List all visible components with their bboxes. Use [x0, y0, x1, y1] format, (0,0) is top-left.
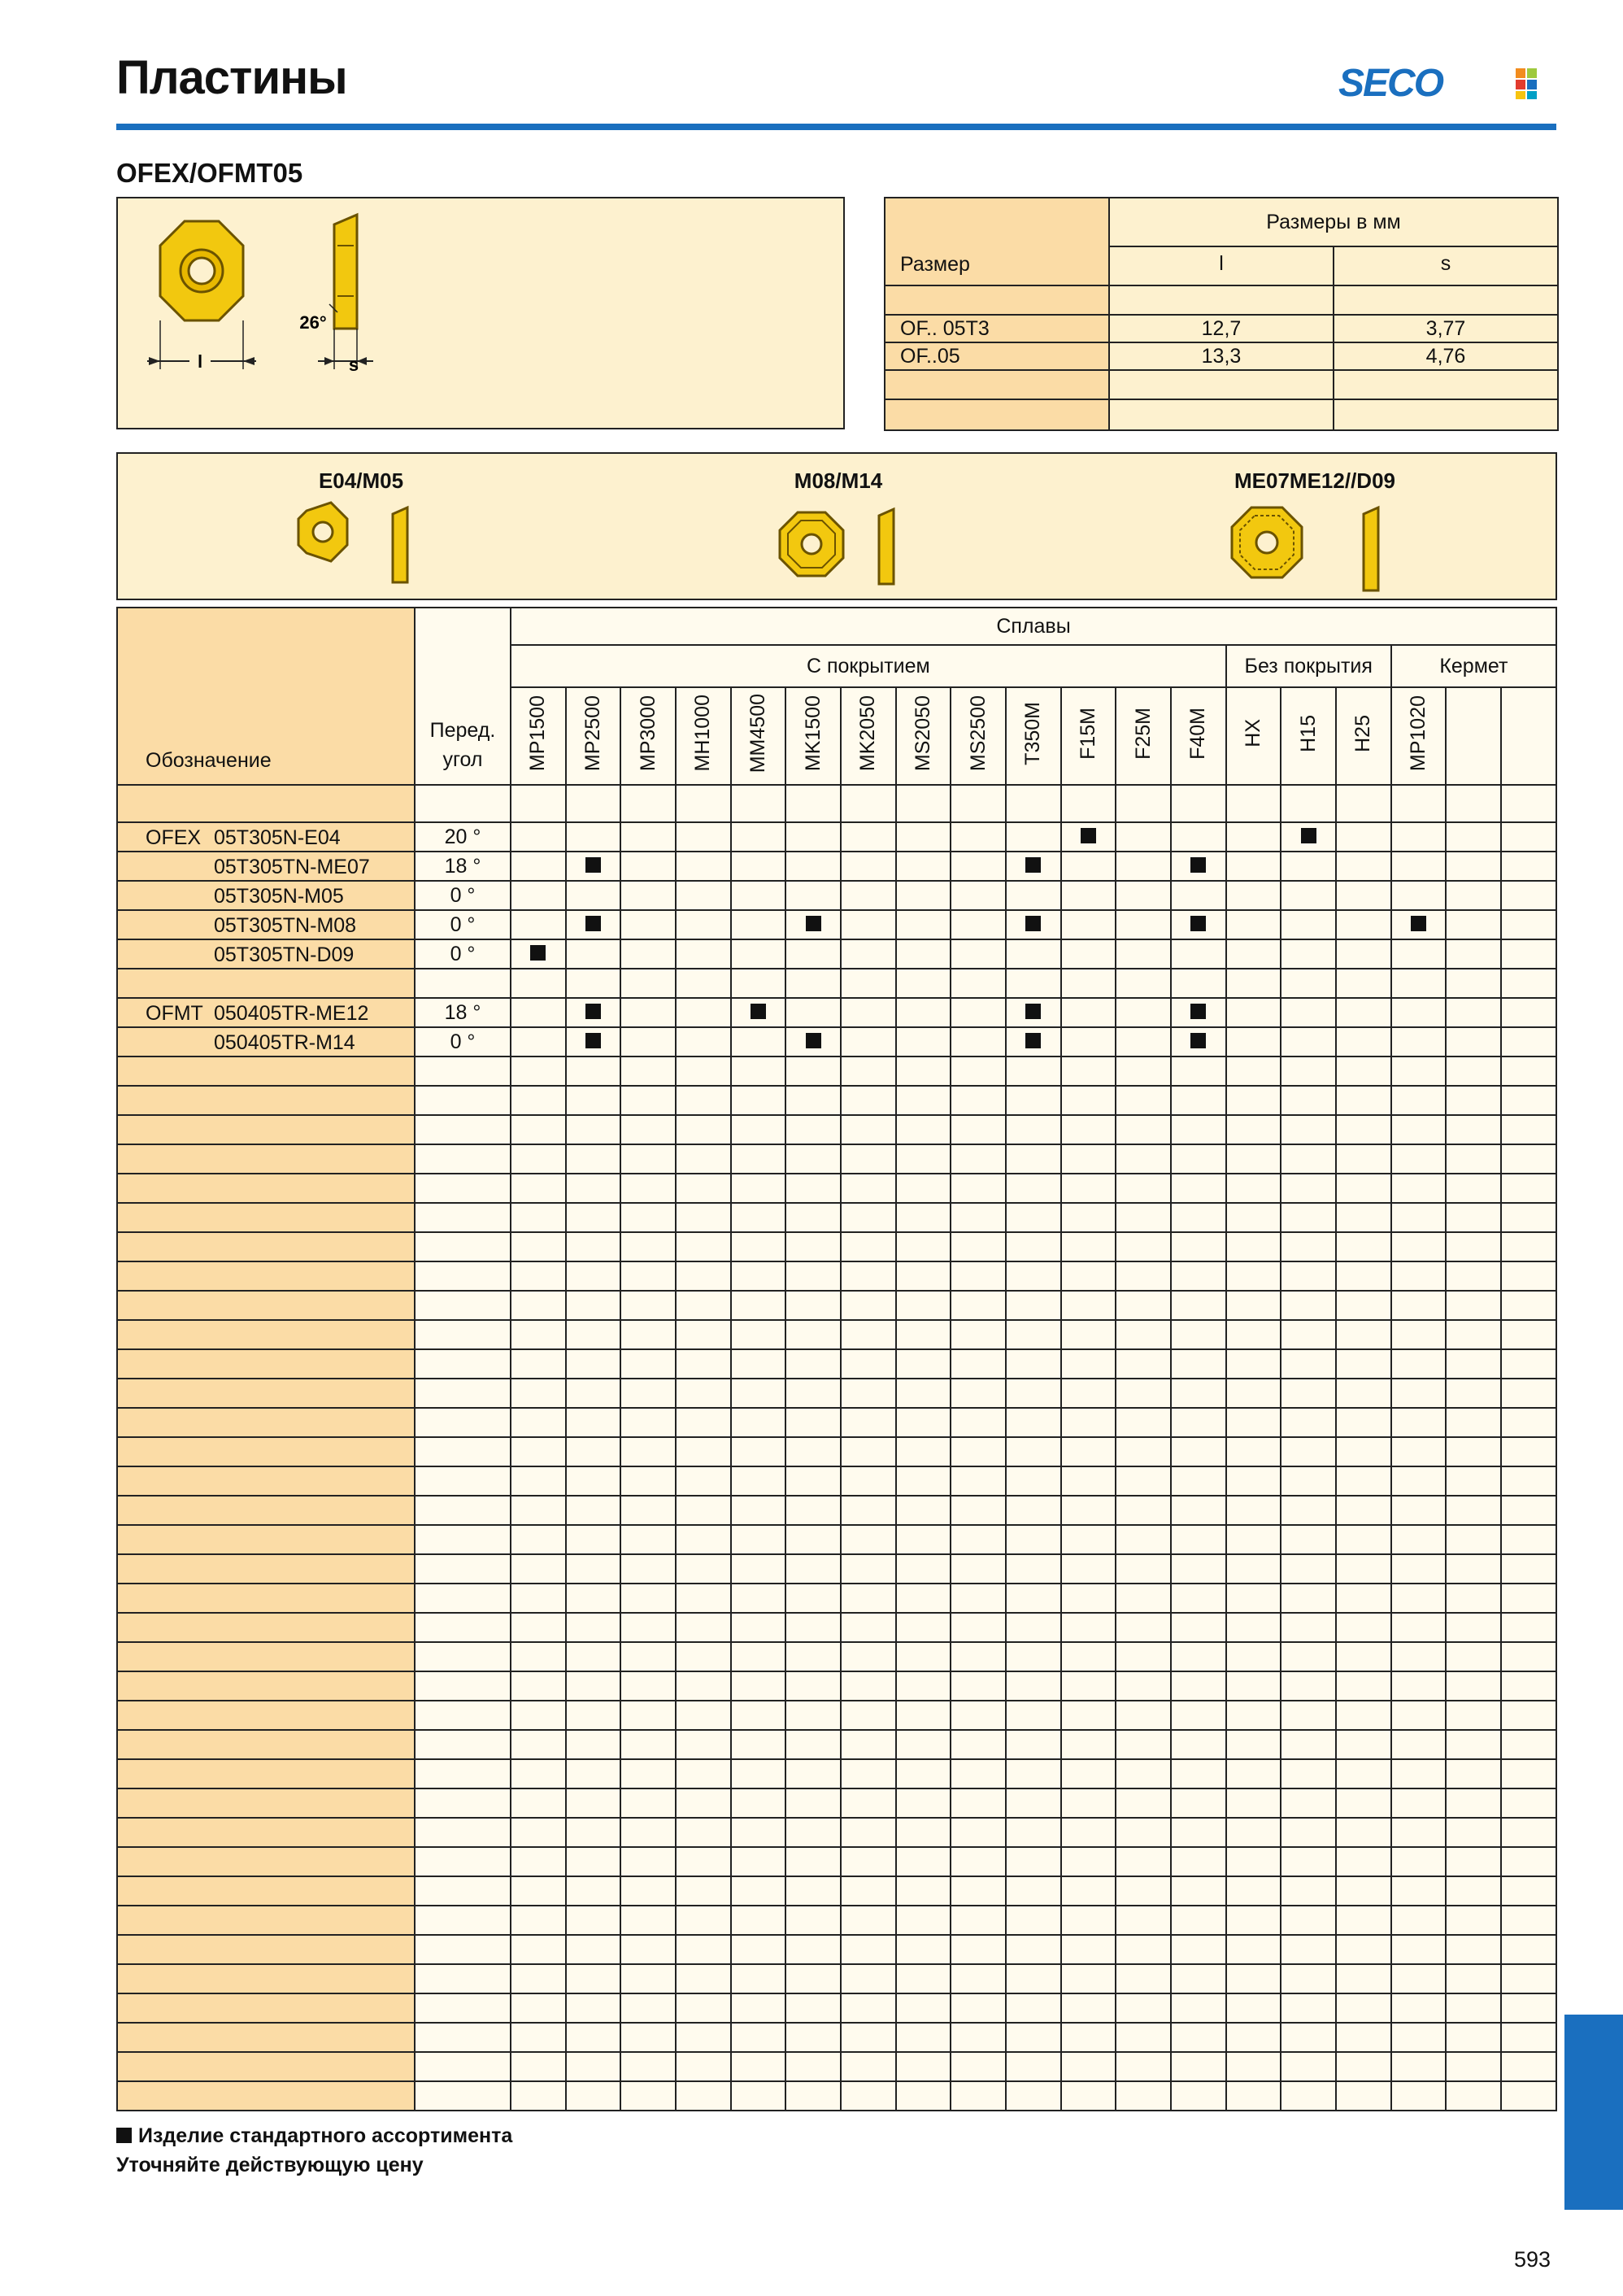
page-title: Пластины [116, 51, 347, 104]
table-row [117, 822, 1556, 852]
grade-header: MS2050 [896, 687, 951, 785]
table-row [117, 939, 1556, 969]
grade-header: MH1000 [676, 687, 731, 785]
size-row: OF.. 05T3 12,7 3,77 [885, 315, 1558, 342]
designation-cell [117, 881, 415, 910]
alloys-table [116, 607, 1557, 2111]
availability-mark-cell [1171, 910, 1226, 939]
dim-l-label: l [197, 351, 203, 372]
insert-drawing [118, 198, 843, 428]
variant-insert-images [118, 454, 1556, 599]
availability-mark [585, 916, 601, 931]
designation-cell [117, 822, 415, 852]
designation-code: 05T305TN-M08 [214, 914, 357, 937]
rake-angle-cell: 0 ° [415, 910, 511, 939]
grade-header: MK2050 [841, 687, 896, 785]
chipbreaker-variants-panel [116, 452, 1557, 600]
availability-mark-cell [1006, 910, 1061, 939]
availability-mark [530, 945, 546, 961]
availability-mark [751, 1004, 766, 1019]
availability-mark-cell [1171, 998, 1226, 1027]
availability-mark-cell [731, 998, 786, 1027]
grade-header: MP3000 [620, 687, 676, 785]
grade-header: MP1500 [511, 687, 566, 785]
availability-mark [1301, 828, 1316, 843]
rake-angle-cell: 0 ° [415, 1027, 511, 1057]
designation-cell [117, 998, 415, 1027]
table-row [117, 910, 1556, 939]
rake-angle-cell [415, 969, 511, 998]
availability-mark [1025, 916, 1041, 931]
col-l-header: l [1110, 247, 1334, 285]
availability-mark-cell [511, 939, 566, 969]
availability-mark [1025, 857, 1041, 873]
col-s-header: s [1440, 252, 1451, 275]
designation-cell [117, 1027, 415, 1057]
grade-header: MS2500 [951, 687, 1006, 785]
grade-header: HX [1226, 687, 1281, 785]
table-row [117, 1027, 1556, 1057]
seco-logo [1338, 63, 1550, 101]
insert-drawing-panel [116, 197, 845, 429]
availability-mark [1411, 916, 1426, 931]
availability-mark-cell [566, 852, 621, 881]
designation-code: 05T305TN-D09 [214, 943, 355, 966]
grade-header: MP1020 [1391, 687, 1447, 785]
size-header: Размер [885, 198, 1109, 285]
rake-angle-cell: 18 ° [415, 852, 511, 881]
designation-header: Обозначение [146, 749, 272, 772]
angle-header-line2: угол [442, 748, 483, 771]
grade-header: MK1500 [785, 687, 841, 785]
table-row [117, 881, 1556, 910]
designation-code: 05T305N-M05 [214, 885, 344, 908]
variant-label: ME07ME12//D09 [1234, 468, 1395, 493]
grade-header [1446, 687, 1501, 785]
availability-mark-cell [1006, 852, 1061, 881]
availability-mark [585, 1033, 601, 1048]
availability-mark-cell [1061, 822, 1116, 852]
header-rule [116, 124, 1556, 130]
angle-header-line1: Перед. [429, 719, 496, 742]
availability-mark [1190, 857, 1206, 873]
cermet-header: Кермет [1391, 645, 1556, 687]
availability-mark-cell [566, 910, 621, 939]
availability-mark [1190, 916, 1206, 931]
availability-mark-cell [1006, 998, 1061, 1027]
availability-mark [585, 1004, 601, 1019]
table-row [117, 969, 1556, 998]
uncoated-header: Без покрытия [1226, 645, 1391, 687]
legend-price-note: Уточняйте действующую цену [116, 2154, 424, 2176]
designation-header-cell [117, 608, 415, 785]
table-row [117, 852, 1556, 881]
availability-mark-cell [785, 1027, 841, 1057]
dim-s-label: s [348, 355, 359, 375]
availability-mark [1081, 828, 1096, 843]
variant-label: M08/M14 [794, 468, 883, 493]
size-row: OF..05 13,3 4,76 [885, 342, 1558, 370]
designation-prefix: OFMT [146, 1002, 203, 1025]
availability-mark [1025, 1004, 1041, 1019]
availability-mark-cell [1171, 852, 1226, 881]
grade-header: F15M [1061, 687, 1116, 785]
designation-cell [117, 852, 415, 881]
angle-header-cell [415, 608, 511, 785]
page-number: 593 [1514, 2247, 1551, 2272]
svg-text:SECO: SECO [1338, 63, 1443, 101]
table-row [117, 998, 1556, 1027]
grade-header: MM4500 [731, 687, 786, 785]
rake-angle-cell: 18 ° [415, 998, 511, 1027]
coated-header: С покрытием [511, 645, 1226, 687]
legend-standard: Изделие стандартного ассортимента [116, 2124, 512, 2148]
designation-code: 05T305TN-ME07 [214, 856, 370, 878]
rake-angle-cell: 0 ° [415, 939, 511, 969]
grade-header: T350M [1006, 687, 1061, 785]
grade-header [1501, 687, 1556, 785]
availability-mark [1190, 1033, 1206, 1048]
availability-mark [585, 857, 601, 873]
availability-mark [806, 916, 821, 931]
designation-code: 050405TR-ME12 [214, 1002, 369, 1025]
designation-cell [117, 939, 415, 969]
section-tab-marker [1564, 2015, 1623, 2210]
availability-mark [1025, 1033, 1041, 1048]
designation-code: 050405TR-M14 [214, 1031, 355, 1054]
product-subtitle: OFEX/OFMT05 [116, 158, 303, 188]
rake-angle-cell: 20 ° [415, 822, 511, 852]
dims-header: Размеры в мм [1266, 211, 1401, 233]
designation-cell [117, 969, 415, 998]
availability-mark-cell [1281, 822, 1336, 852]
alloys-group-header: Сплавы [511, 608, 1556, 645]
availability-mark [1190, 1004, 1206, 1019]
grade-header: H25 [1336, 687, 1391, 785]
availability-mark-cell [1171, 1027, 1226, 1057]
mark-icon [116, 2128, 132, 2143]
availability-mark-cell [566, 1027, 621, 1057]
angle-label: 26° [299, 312, 327, 333]
availability-mark-cell [566, 998, 621, 1027]
designation-prefix: OFEX [146, 826, 202, 849]
grade-header: H15 [1281, 687, 1336, 785]
availability-mark-cell [1006, 1027, 1061, 1057]
grade-header: F40M [1171, 687, 1226, 785]
grade-header: F25M [1116, 687, 1171, 785]
rake-angle-cell: 0 ° [415, 881, 511, 910]
availability-mark [806, 1033, 821, 1048]
availability-mark-cell [785, 910, 841, 939]
variant-label: E04/M05 [318, 468, 404, 493]
sizes-table [884, 197, 1559, 431]
grade-header: MP2500 [566, 687, 621, 785]
designation-cell [117, 910, 415, 939]
designation-code: 05T305N-E04 [214, 826, 341, 849]
availability-mark-cell [1391, 910, 1447, 939]
